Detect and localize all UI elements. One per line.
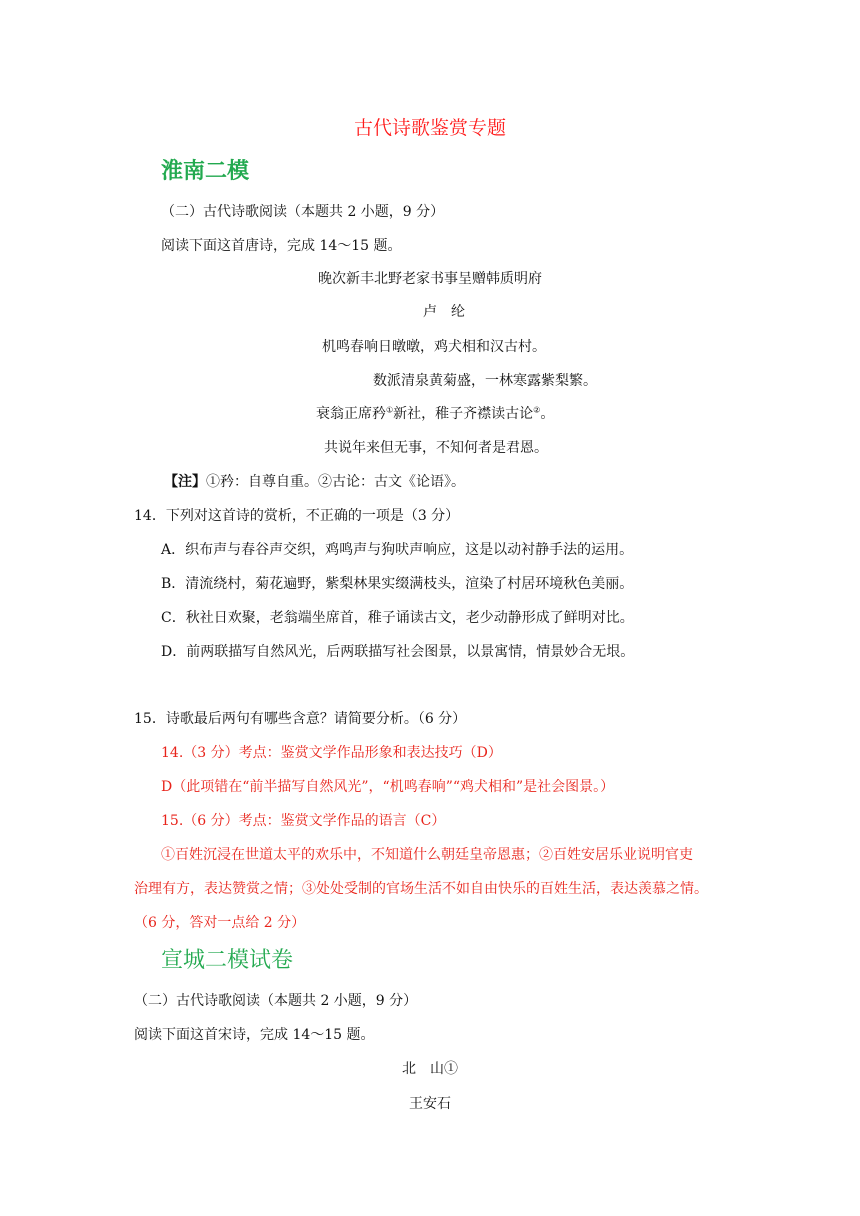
question-15: 15．诗歌最后两句有哪些含意？请简要分析。（6 分） (134, 711, 467, 727)
poem-line-3-part-c: 。 (540, 406, 555, 422)
question-14: 14．下列对这首诗的赏析，不正确的一项是（3 分） (134, 508, 460, 524)
poem-line-3-part-b: 新社，稚子齐襟读古论 (393, 406, 534, 422)
section-intro: （二）古代诗歌阅读（本题共 2 小题，9 分） (161, 204, 445, 220)
footnote-marker-1: ① (386, 405, 394, 415)
poem-line-3-part-a: 衰翁正席矜 (316, 406, 386, 422)
section-heading-xuancheng: 宣城二模试卷 (161, 948, 294, 973)
answer-15: 15.（6 分）考点：鉴赏文学作品的语言（C） (161, 813, 446, 829)
poem-2-author: 王安石 (409, 1096, 451, 1112)
footnote-marker-2: ② (533, 405, 541, 415)
poem-line-4: 共说年来但无事，不知何者是君恩。 (324, 440, 548, 456)
poem-line-1: 机鸣春响日暾暾，鸡犬相和汉古村。 (322, 339, 546, 355)
option-d: D．前两联描写自然风光，后两联描写社会图景，以景寓情，情景妙合无垠。 (161, 644, 635, 660)
document-title: 古代诗歌鉴赏专题 (353, 117, 506, 139)
section-2-intro: （二）古代诗歌阅读（本题共 2 小题，9 分） (134, 993, 418, 1009)
poem-notes (164, 472, 465, 492)
poem-line-3 (316, 404, 554, 424)
poem-title: 晚次新丰北野老家书事呈赠韩质明府 (318, 271, 542, 287)
poem-author: 卢 纶 (423, 304, 465, 320)
poem-line-2: 数派清泉黄菊盛，一林寒露紫梨繁。 (373, 373, 597, 389)
option-b: B．清流绕村，菊花遍野，紫梨林果实缀满枝头，渲染了村居环境秋色美丽。 (161, 576, 634, 592)
answer-15-line-2: 治理有方，表达赞赏之情；③处处受制的官场生活不如自由快乐的百姓生活，表达羡慕之情。 (134, 881, 708, 897)
note-label: 【注】 (164, 474, 206, 490)
option-c: C．秋社日欢聚，老翁端坐席首，稚子诵读古文，老少动静形成了鲜明对比。 (161, 610, 634, 626)
poem-2-title: 北 山① (402, 1061, 458, 1077)
answer-14-explanation: D（此项错在“前半描写自然风光”，“机鸣春响”“鸡犬相和”是社会图景。） (161, 779, 615, 795)
reading-instruction: 阅读下面这首唐诗，完成 14～15 题。 (161, 238, 402, 254)
option-a: A．织布声与春谷声交织，鸡鸣声与狗吠声响应，这是以动衬静手法的运用。 (161, 542, 634, 558)
section-heading-huainan: 淮南二模 (161, 158, 250, 184)
answer-14: 14.（3 分）考点：鉴赏文学作品形象和表达技巧（D） (161, 745, 502, 761)
section-2-instruction: 阅读下面这首宋诗，完成 14～15 题。 (134, 1027, 375, 1043)
note-text: ①矜：自尊自重。②古论：古文《论语》。 (206, 474, 465, 490)
answer-15-line-1: ①百姓沉浸在世道太平的欢乐中，不知道什么朝廷皇帝恩惠；②百姓安居乐业说明官吏 (161, 847, 693, 863)
answer-15-line-3: （6 分，答对一点给 2 分） (134, 915, 306, 931)
